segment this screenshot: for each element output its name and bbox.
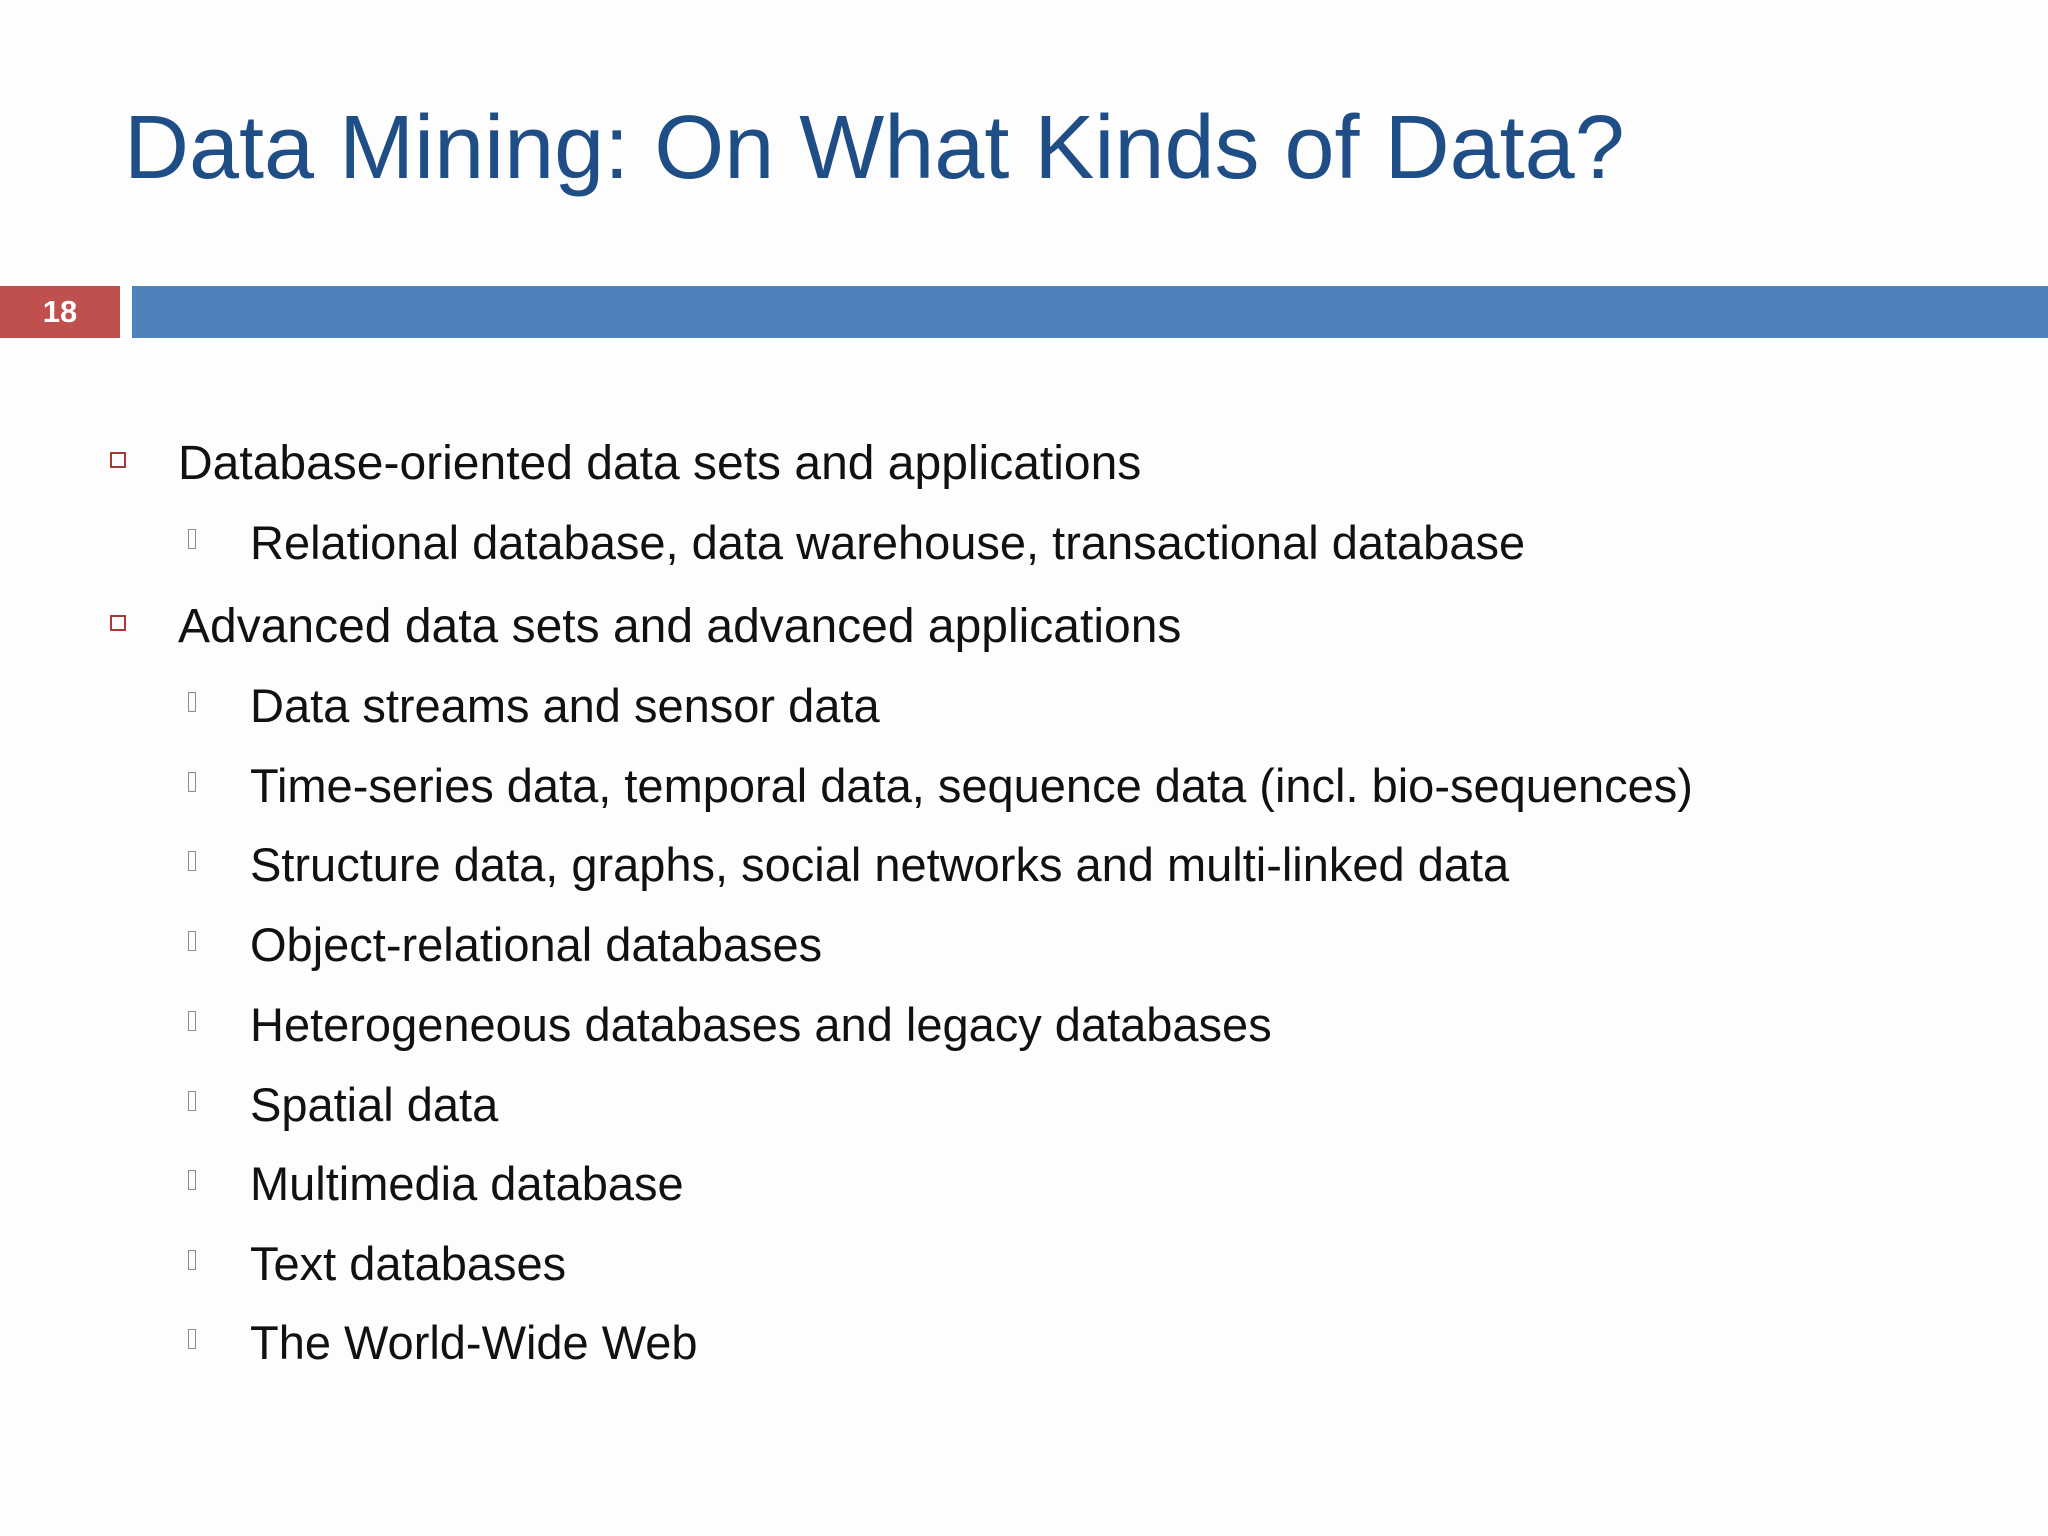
square-bullet-icon	[110, 452, 126, 468]
bullet-text: Text databases	[250, 1237, 567, 1290]
bullet-text: Multimedia database	[250, 1157, 684, 1210]
sub-bullet-icon	[188, 851, 196, 871]
slide-title: Data Mining: On What Kinds of Data?	[124, 98, 1625, 198]
bullet-text: Data streams and sensor data	[250, 679, 880, 732]
sub-bullet-icon	[188, 931, 196, 951]
sub-bullet-icon	[188, 1170, 196, 1190]
bullet-text: Time-series data, temporal data, sequence data (incl. bio-sequences)	[250, 759, 1693, 812]
sub-bullet-icon	[188, 692, 196, 712]
sub-bullet-icon	[188, 1329, 196, 1349]
bullet-text: Spatial data	[250, 1078, 499, 1131]
bullet-text: Database-oriented data sets and applications	[178, 437, 1142, 490]
square-bullet-icon	[110, 615, 126, 631]
bullet-text: The World-Wide Web	[250, 1316, 698, 1369]
bullet-text: Structure data, graphs, social networks and multi-linked data	[250, 838, 1510, 891]
sub-bullet-icon	[188, 1250, 196, 1270]
slide-number-badge: 18	[0, 286, 120, 338]
sub-bullet-icon	[188, 772, 196, 792]
bullet-text: Advanced data sets and advanced applications	[178, 600, 1182, 653]
bullet-text: Heterogeneous databases and legacy databases	[250, 998, 1272, 1051]
sub-bullet-icon	[188, 1091, 196, 1111]
bullet-text: Relational database, data warehouse, transactional database	[250, 516, 1526, 569]
sub-bullet-icon	[188, 529, 196, 549]
sub-bullet-icon	[188, 1011, 196, 1031]
bullet-text: Object-relational databases	[250, 918, 823, 971]
